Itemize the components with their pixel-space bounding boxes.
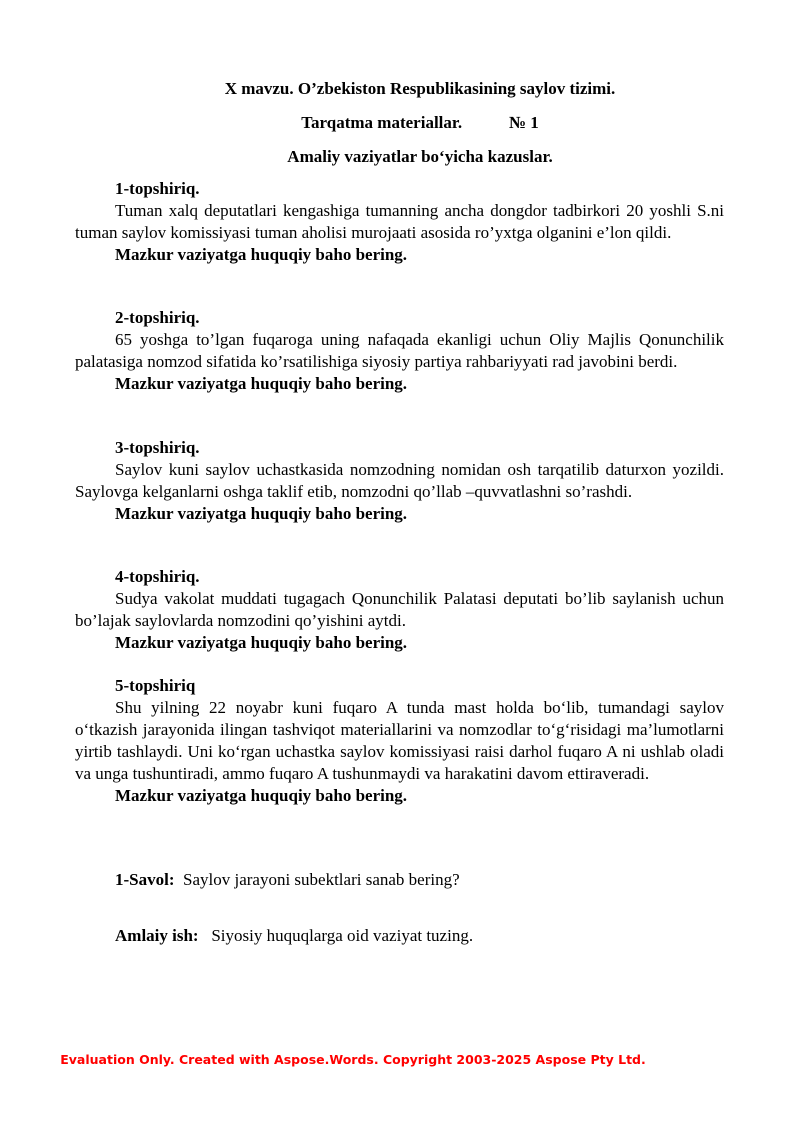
document-heading: Amaliy vaziyatlar bo‘yicha kazuslar. bbox=[287, 147, 553, 166]
task-body: 65 yoshga to’lgan fuqaroga uning nafaqada ekanligi uchun Oliy Majlis Qonunchilik palatasiga nomzod sifatida ko’rsatilishiga siyosiy partiya rahbariyyati rad javobini berdi. bbox=[75, 330, 724, 371]
practical-label: Amlaiy ish: bbox=[115, 926, 199, 945]
task-prompt: Mazkur vaziyatga huquqiy baho bering. bbox=[115, 633, 408, 652]
task-prompt: Mazkur vaziyatga huquqiy baho bering. bbox=[115, 504, 408, 523]
task-block-2 bbox=[75, 307, 724, 395]
task-block-5 bbox=[75, 675, 724, 807]
task-heading: 1-topshiriq. bbox=[115, 179, 200, 198]
document-subtitle-line bbox=[0, 112, 800, 134]
document-number: № 1 bbox=[508, 113, 539, 132]
document-title: X mavzu. O’zbekiston Respublikasining saylov tizimi. bbox=[224, 79, 616, 98]
task-heading: 4-topshiriq. bbox=[115, 567, 200, 586]
task-block-4 bbox=[75, 566, 724, 654]
evaluation-watermark: Evaluation Only. Created with Aspose.Words. Copyright 2003-2025 Aspose Pty Ltd. bbox=[60, 1052, 646, 1067]
task-prompt: Mazkur vaziyatga huquqiy baho bering. bbox=[115, 786, 408, 805]
task-block-1 bbox=[75, 178, 724, 266]
task-body: Sudya vakolat muddati tugagach Qonunchilik Palatasi deputati bo’lib saylanish uchun bo’lajak saylovlarda nomzodini qo’yishini aytdi. bbox=[75, 589, 724, 630]
task-heading: 3-topshiriq. bbox=[115, 438, 200, 457]
question-line bbox=[115, 869, 460, 891]
task-heading: 5-topshiriq bbox=[115, 676, 196, 695]
question-label: 1-Savol: bbox=[115, 870, 175, 889]
task-body: Tuman xalq deputatlari kengashiga tumanning ancha dongdor tadbirkori 20 yoshli S.ni tuman saylov komissiyasi tuman aholisi murojaati asosida ro’yxtga olganini e’lon qildi. bbox=[75, 201, 724, 242]
task-body: Shu yilning 22 noyabr kuni fuqaro A tunda mast holda bo‘lib, tumandagi saylov o‘tkazish jarayonida ilingan tashviqot materiallarini va nomzodlar to‘g‘risidagi ma’lumotlarni yirtib tashlaydi. Uni ko‘rgan uchastka saylov komissiyasi raisi darhol fuqaro A ni ushlab oladi va unga tushuntiradi, ammo fuqaro A tushunmaydi va harakatini davom ettiraveradi. bbox=[75, 698, 724, 783]
task-prompt: Mazkur vaziyatga huquqiy baho bering. bbox=[115, 245, 408, 264]
task-block-3 bbox=[75, 437, 724, 525]
task-heading: 2-topshiriq. bbox=[115, 308, 200, 327]
task-body: Saylov kuni saylov uchastkasida nomzodning nomidan osh tarqatilib daturxon yozildi. Saylovga kelganlarni oshga taklif etib, nomzodni qo’llab –quvvatlashni so’rashdi. bbox=[75, 460, 724, 501]
practical-line bbox=[115, 925, 473, 947]
task-prompt: Mazkur vaziyatga huquqiy baho bering. bbox=[115, 374, 408, 393]
question-text: Saylov jarayoni subektlari sanab bering? bbox=[183, 870, 460, 889]
document-subtitle: Tarqatma materiallar. bbox=[301, 113, 463, 132]
practical-text: Siyosiy huquqlarga oid vaziyat tuzing. bbox=[211, 926, 474, 945]
